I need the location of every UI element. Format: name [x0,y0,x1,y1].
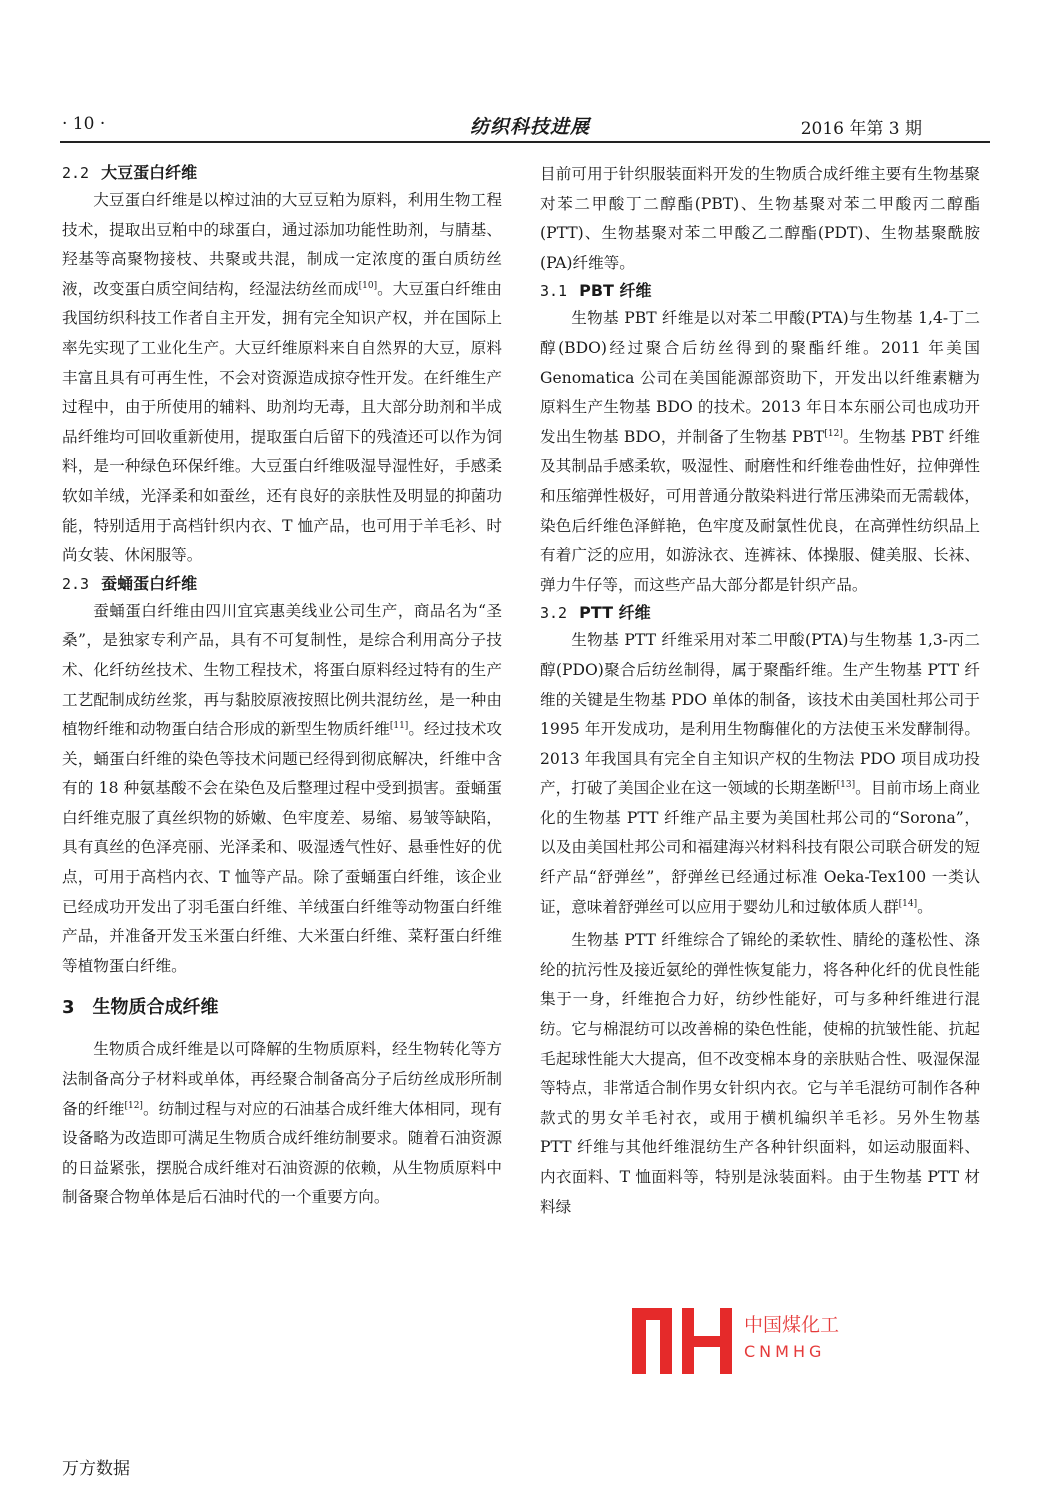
section-heading-3-1 [540,278,980,304]
section-heading-2-2 [62,160,502,186]
section-title: 生物质合成纤维 [92,997,219,1019]
header-rule [60,141,990,143]
section-number: 3.2 [540,604,568,623]
citation: [14] [898,898,918,909]
citation: [12] [824,428,843,439]
running-header [62,112,986,138]
page-number: · 10 · [62,114,106,134]
paragraph: 生物基 PBT 纤维是以对苯二甲酸(PTA)与生物基 1,4-丁二醇(BDO)经过聚合后纺丝得到的聚酯纤维。2011 年美国 Genomatica 公司在美国能源部资助下，开发出以纤维素糖为原料生产生物基 BDO 的技术。2013 年日本东丽公司也成功开发出生物基 BDO，并制备了生物基 PBT[12]。生物基 PBT 纤维及其制品手感柔软，吸湿性、耐磨性和纤维卷曲性好，拉伸弹性和压缩弹性极好，可用普通分散染料进行常压沸染而无需载体，染色后纤维色泽鲜艳，色牢度及耐氯性优良，在高弹性纺织品上有着广泛的应用，如游泳衣、连裤袜、体操服、健美服、长袜、弹力牛仔等，而这些产品大部分都是针织产品。 [540,309,980,594]
paragraph-continued: 目前可用于针织服装面料开发的生物质合成纤维主要有生物基聚对苯二甲酸丁二醇酯(PBT)、生物基聚对苯二甲酸丙二醇酯(PTT)、生物基聚对苯二甲酸乙二醇酯(PDT)、生物基聚酰胺(PA)纤维等。 [540,165,980,272]
watermark-en-text: CNMHG [744,1342,826,1361]
section-title: 蚕蛹蛋白纤维 [101,573,198,593]
paragraph: 生物基 PTT 纤维综合了锦纶的柔软性、腈纶的蓬松性、涤纶的抗污性及接近氨纶的弹性恢复能力，将各种化纤的优良性能集于一身，纤维抱合力好，纺纱性能好，可与多种纤维进行混纺。它与棉混纺可以改善棉的染色性能，使棉的抗皱性能、抗起毛起球性能大大提高，但不改变棉本身的亲肤贴合性、吸湿保湿等特点，非常适合制作男女针织内衣。它与羊毛混纺可制作各种款式的男女羊毛衬衣，或用于横机编织羊毛衫。另外生物基 PTT 纤维与其他纤维混纺生产各种针织面料，如运动服面料、内衣面料、T 恤面料等，特别是泳装面料。由于生物基 PTT 材料绿 [540,931,980,1216]
section-title: 大豆蛋白纤维 [101,163,198,182]
section-number: 3.1 [540,282,568,301]
footer-source: 万方数据 [62,1459,130,1479]
citation: [11] [389,721,409,732]
section-title: PBT 纤维 [579,281,652,301]
logo-mark-icon [626,1308,738,1374]
right-column [540,160,980,1222]
section-heading-3 [62,993,502,1023]
watermark-logo [626,1308,986,1374]
paragraph: 大豆蛋白纤维是以榨过油的大豆豆粕为原料，利用生物工程技术，提取出豆粕中的球蛋白，通过添加功能性助剂，与腈基、羟基等高聚物接枝、共聚或共混，制成一定浓度的蛋白质纺丝液，改变蛋白质空间结构，经湿法纺丝而成[10]。大豆蛋白纤维由我国纺织科技工作者自主开发，拥有完全知识产权，并在国际上率先实现了工业化生产。大豆纤维原料来自自然界的大豆，原料丰富且具有可再生性，不会对资源造成掠夺性开发。在纤维生产过程中，由于所使用的辅料、助剂均无毒，且大部分助剂和半成品纤维均可回收重新使用，提取蛋白后留下的残渣还可以作为饲料，是一种绿色环保纤维。大豆蛋白纤维吸湿导湿性好，手感柔软如羊绒，光泽柔和如蚕丝，还有良好的亲肤性及明显的抑菌功能，特别适用于高档针织内衣、T 恤产品，也可用于羊毛衫、时尚女装、休闲服等。 [62,191,502,565]
section-title: PTT 纤维 [579,603,651,623]
section-number: 2.3 [62,574,90,593]
citation: [12] [124,1100,143,1111]
left-column [62,160,502,1213]
watermark-cn-text: 中国煤化工 [742,1310,841,1337]
paragraph: 蚕蛹蛋白纤维由四川宜宾惠美线业公司生产，商品名为“圣桑”，是独家专利产品，具有不可复制性，是综合利用高分子技术、化纤纺丝技术、生物工程技术，将蛋白原料经过特有的生产工艺配制成纺丝浆，再与黏胶原液按照比例共混纺丝，是一种由植物纤维和动物蛋白结合形成的新型生物质纤维[11]。经过技术攻关，蛹蛋白纤维的染色等技术问题已经得到彻底解决，纤维中含有的 18 种氨基酸不会在染色及后整理过程中受到损害。蚕蛹蛋白纤维克服了真丝织物的娇嫩、色牢度差、易缩、易皱等缺陷，具有真丝的色泽亮丽、光泽柔和、吸湿透气性好、悬垂性好的优点，可用于高档内衣、T 恤等产品。除了蚕蛹蛋白纤维，该企业已经成功开发出了羽毛蛋白纤维、羊绒蛋白纤维等动物蛋白纤维产品，并准备开发玉米蛋白纤维、大米蛋白纤维、菜籽蛋白纤维等植物蛋白纤维。 [62,601,502,975]
journal-name: 纺织科技进展 [470,116,591,138]
citation: [13] [836,780,856,791]
section-heading-3-2 [540,600,980,626]
section-number: 2.2 [62,164,90,182]
section-number: 3 [62,997,75,1019]
paragraph: 生物质合成纤维是以可降解的生物质原料，经生物转化等方法制备高分子材料或单体，再经聚合制备高分子后纺丝成形所制备的纤维[12]。纺制过程与对应的石油基合成纤维大体相同，现有设备略为改造即可满足生物质合成纤维纺制要求。随着石油资源的日益紧张，摆脱合成纤维对石油资源的依赖，从生物质原料中制备聚合物单体是后石油时代的一个重要方向。 [62,1040,502,1207]
paragraph: 生物基 PTT 纤维采用对苯二甲酸(PTA)与生物基 1,3-丙二醇(PDO)聚合后纺丝制得，属于聚酯纤维。生产生物基 PTT 纤维的关键是生物基 PDO 单体的制备，该技术由美国杜邦公司于 1995 年开发成功，是利用生物酶催化的方法使玉米发酵制得。2013 年我国具有完全自主知识产权的生物法 PDO 项目成功投产，打破了美国企业在这一领域的长期垄断[13]。目前市场上商业化的生物基 PTT 纤维产品主要为美国杜邦公司的“Sorona”，以及由美国杜邦公司和福建海兴材料科技有限公司联合研发的短纤产品“舒弹丝”，舒弹丝已经通过标准 Oeka-Tex100 一类认证，意味着舒弹丝可以应用于婴幼儿和过敏体质人群[14]。 [540,631,980,916]
issue-label: 2016 年第 3 期 [800,119,922,139]
section-heading-2-3 [62,571,502,597]
citation: [10] [358,280,378,291]
